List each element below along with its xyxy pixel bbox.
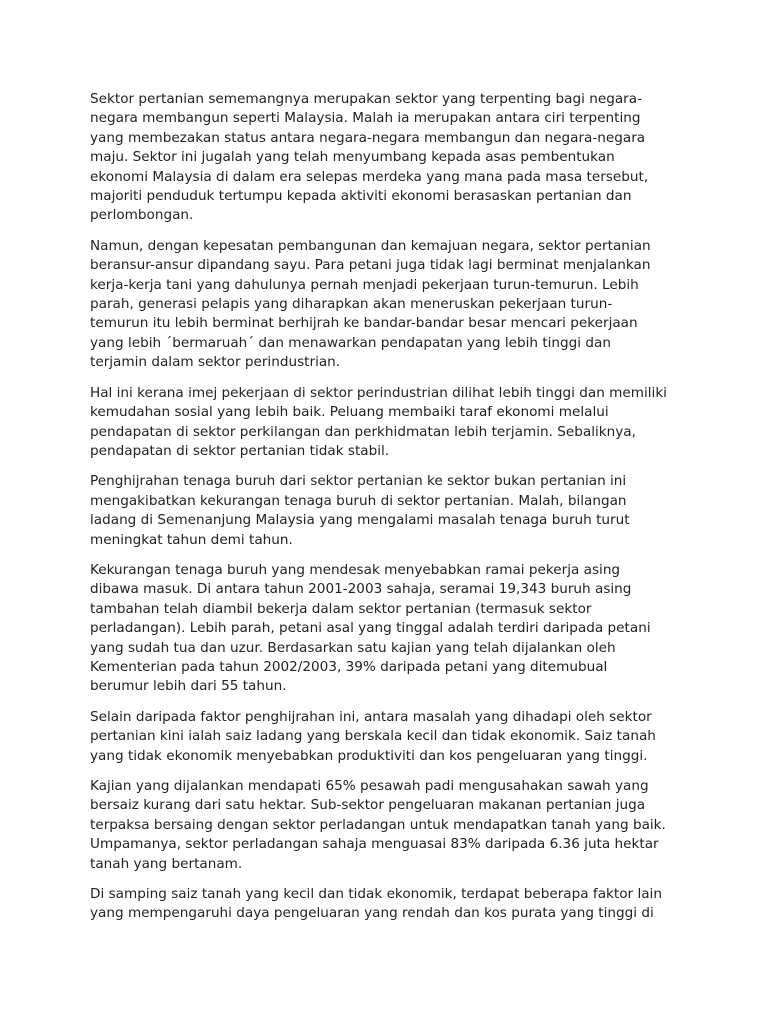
paragraph-2: Namun, dengan kepesatan pembangunan dan kemajuan negara, sektor pertanian beransur-ansur dipandang sayu. Para petani juga tidak lagi berminat menjalankan kerja-kerja tani yang dahulunya pernah menjadi pekerjaan turun-temurun. Lebih parah, generasi pelapis yang diharapkan akan meneruskan pekerjaan turun- temurun itu lebih berminat berhijrah ke bandar-bandar besar mencari pekerjaan yang lebih ´bermaruah´ dan menawarkan pendapatan yang lebih tinggi dan terjamin dalam sektor perindustrian. <box>90 237 651 371</box>
paragraph-3: Hal ini kerana imej pekerjaan di sektor perindustrian dilihat lebih tinggi dan memiliki kemudahan sosial yang lebih baik. Peluang membaiki taraf ekonomi melalui pendapatan di sektor perkilangan dan perkhidmatan lebih terjamin. Sebaliknya, pendapatan di sektor pertanian tidak stabil. <box>90 384 667 459</box>
document-page <box>90 90 690 935</box>
paragraph-8: Di samping saiz tanah yang kecil dan tidak ekonomik, terdapat beberapa faktor lain yang mempengaruhi daya pengeluaran yang rendah dan kos purata yang tinggi di <box>90 886 662 922</box>
paragraph-7: Kajian yang dijalankan mendapati 65% pesawah padi mengusahakan sawah yang bersaiz kurang dari satu hektar. Sub-sektor pengeluaran makanan pertanian juga terpaksa bersaing dengan sektor perladangan untuk mendapatkan tanah yang baik. Umpamanya, sektor perladangan sahaja menguasai 83% daripada 6.36 juta hektar tanah yang bertanam. <box>90 778 666 872</box>
paragraph-1: Sektor pertanian sememangnya merupakan sektor yang terpenting bagi negara- negara membangun seperti Malaysia. Malah ia merupakan antara ciri terpenting yang membezakan status antara negara-negara membangun dan negara-negara maju. Sektor ini jugalah yang telah menyumbang kepada asas pembentukan ekonomi Malaysia di dalam era selepas merdeka yang mana pada masa tersebut, majoriti penduduk tertumpu kepada aktiviti ekonomi berasaskan pertanian dan perlombongan. <box>90 91 649 224</box>
paragraph-6: Selain daripada faktor penghijrahan ini, antara masalah yang dihadapi oleh sektor pertanian kini ialah saiz ladang yang berskala kecil dan tidak ekonomik. Saiz tanah yang tidak ekonomik menyebabkan produktiviti dan kos pengeluaran yang tinggi. <box>90 708 656 764</box>
paragraph-4: Penghijrahan tenaga buruh dari sektor pertanian ke sektor bukan pertanian ini mengakibatkan kekurangan tenaga buruh di sektor pertanian. Malah, bilangan ladang di Semenanjung Malaysia yang mengalami masalah tenaga buruh turut meningkat tahun demi tahun. <box>90 473 630 548</box>
paragraph-5: Kekurangan tenaga buruh yang mendesak menyebabkan ramai pekerja asing dibawa masuk. Di antara tahun 2001-2003 sahaja, seramai 19,343 buruh asing tambahan telah diambil bekerja dalam sektor pertanian (termasuk sektor perladangan). Lebih parah, petani asal yang tinggal adalah terdiri daripada petani yang sudah tua dan uzur. Berdasarkan satu kajian yang telah dijalankan oleh Kementerian pada tahun 2002/2003, 39% daripada petani yang ditemubual berumur lebih dari 55 tahun. <box>90 561 651 695</box>
